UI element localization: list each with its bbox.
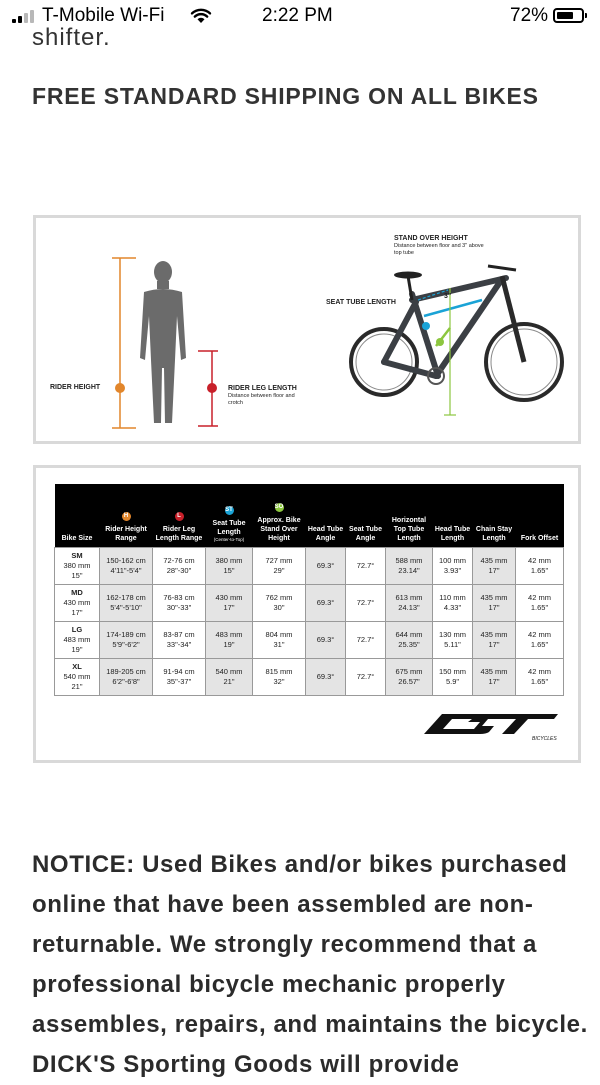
logo-subtext: BICYCLES	[532, 736, 557, 742]
table-cell: 72.7°	[346, 548, 386, 585]
table-cell: 69.3°	[306, 622, 346, 659]
column-header: L Rider Leg Length Range	[153, 484, 206, 548]
table-cell: 76-83 cm 30"-33"	[153, 585, 206, 622]
rider-bike-illustration	[36, 218, 578, 441]
table-cell: 435 mm 17"	[473, 548, 516, 585]
column-header: Horizontal Top Tube Length	[386, 484, 433, 548]
column-header: Head Tube Angle	[306, 484, 346, 548]
size-chart	[33, 465, 581, 763]
table-cell: 100 mm 3.93"	[433, 548, 473, 585]
table-cell: 644 mm 25.35"	[386, 622, 433, 659]
column-header: Head Tube Length	[433, 484, 473, 548]
column-header: Fork Offset	[516, 484, 564, 548]
geometry-diagram	[33, 215, 581, 444]
column-header: SO Approx. Bike Stand Over Height	[253, 484, 306, 548]
table-cell: 42 mm 1.65"	[516, 622, 564, 659]
carrier-label: T-Mobile Wi-Fi	[42, 5, 165, 26]
marker-icon: ST	[225, 507, 233, 513]
table-cell: 83-87 cm 33"-34"	[153, 622, 206, 659]
table-cell: 430 mm 17"	[206, 585, 253, 622]
table-cell: SM 380 mm 15"	[55, 548, 100, 585]
column-header: Bike Size	[55, 484, 100, 548]
table-cell: 69.3°	[306, 659, 346, 696]
table-cell: 435 mm 17"	[473, 659, 516, 696]
table-cell: 91-94 cm 35"-37"	[153, 659, 206, 696]
table-cell: 483 mm 19"	[206, 622, 253, 659]
table-cell: 540 mm 21"	[206, 659, 253, 696]
table-cell: 72.7°	[346, 659, 386, 696]
battery-percent: 72%	[510, 5, 549, 26]
battery-icon	[553, 8, 584, 23]
gt-bicycles-logo	[422, 710, 562, 742]
stand-over-height-label: STAND OVER HEIGHT Distance between floor and 3" above top tube	[394, 235, 484, 256]
table-cell: 435 mm 17"	[473, 622, 516, 659]
rider-leg-length-label: RIDER LEG LENGTH Distance between floor and crotch	[228, 385, 297, 406]
table-cell: 72.7°	[346, 622, 386, 659]
table-cell: 189-205 cm 6'2"-6'8"	[100, 659, 153, 696]
table-cell: 72-76 cm 28"-30"	[153, 548, 206, 585]
table-cell: 110 mm 4.33"	[433, 585, 473, 622]
table-cell: 588 mm 23.14"	[386, 548, 433, 585]
table-cell: 69.3°	[306, 585, 346, 622]
wifi-icon	[190, 8, 212, 24]
table-cell: 69.3°	[306, 548, 346, 585]
table-cell: 42 mm 1.65"	[516, 585, 564, 622]
shipping-banner: FREE STANDARD SHIPPING ON ALL BIKES	[32, 83, 539, 109]
table-cell: 150-162 cm 4'11"-5'4"	[100, 548, 153, 585]
notice-text: NOTICE: Used Bikes and/or bikes purchased online that have been assembled are non-returnable. We strongly recommend that a professional bicycle mechanic properly assembles, repairs, and maintains the bicycle. DICK'S Sporting Goods will provide	[32, 851, 588, 1078]
table-cell: 804 mm 31"	[253, 622, 306, 659]
table-cell: 380 mm 15"	[206, 548, 253, 585]
column-header: H Rider Height Range	[100, 484, 153, 548]
table-row	[55, 548, 564, 585]
table-cell: 150 mm 5.9"	[433, 659, 473, 696]
table-cell: 42 mm 1.65"	[516, 548, 564, 585]
table-row	[55, 622, 564, 659]
table-cell: 42 mm 1.65"	[516, 659, 564, 696]
table-cell: 130 mm 5.11"	[433, 622, 473, 659]
seat-tube-length-label: SEAT TUBE LENGTH	[326, 299, 396, 306]
table-row	[55, 585, 564, 622]
table-cell: 675 mm 26.57"	[386, 659, 433, 696]
table-row	[55, 659, 564, 696]
table-cell: 727 mm 29"	[253, 548, 306, 585]
column-header: Seat Tube Angle	[346, 484, 386, 548]
table-cell: 435 mm 17"	[473, 585, 516, 622]
clock: 2:22 PM	[262, 5, 333, 26]
marker-icon: SO	[274, 504, 284, 510]
rider-height-label: RIDER HEIGHT	[50, 384, 101, 391]
table-cell: LG 483 mm 19"	[55, 622, 100, 659]
table-cell: MD 430 mm 17"	[55, 585, 100, 622]
marker-icon: L	[175, 512, 184, 521]
three-inch-label: 3"	[444, 293, 452, 300]
table-cell: 174-189 cm 5'9"-6'2"	[100, 622, 153, 659]
table-cell: 72.7°	[346, 585, 386, 622]
table-cell: 762 mm 30"	[253, 585, 306, 622]
marker-icon: H	[122, 512, 131, 521]
table-cell: 613 mm 24.13"	[386, 585, 433, 622]
column-header: Chain Stay Length	[473, 484, 516, 548]
table-cell: 162-178 cm 5'4"-5'10"	[100, 585, 153, 622]
table-cell: 815 mm 32"	[253, 659, 306, 696]
signal-icon	[12, 10, 34, 23]
table-cell: XL 540 mm 21"	[55, 659, 100, 696]
truncated-text: shifter.	[32, 24, 111, 51]
size-table	[54, 484, 564, 696]
column-header: ST Seat Tube Length (Center-to-Top)	[206, 484, 253, 548]
